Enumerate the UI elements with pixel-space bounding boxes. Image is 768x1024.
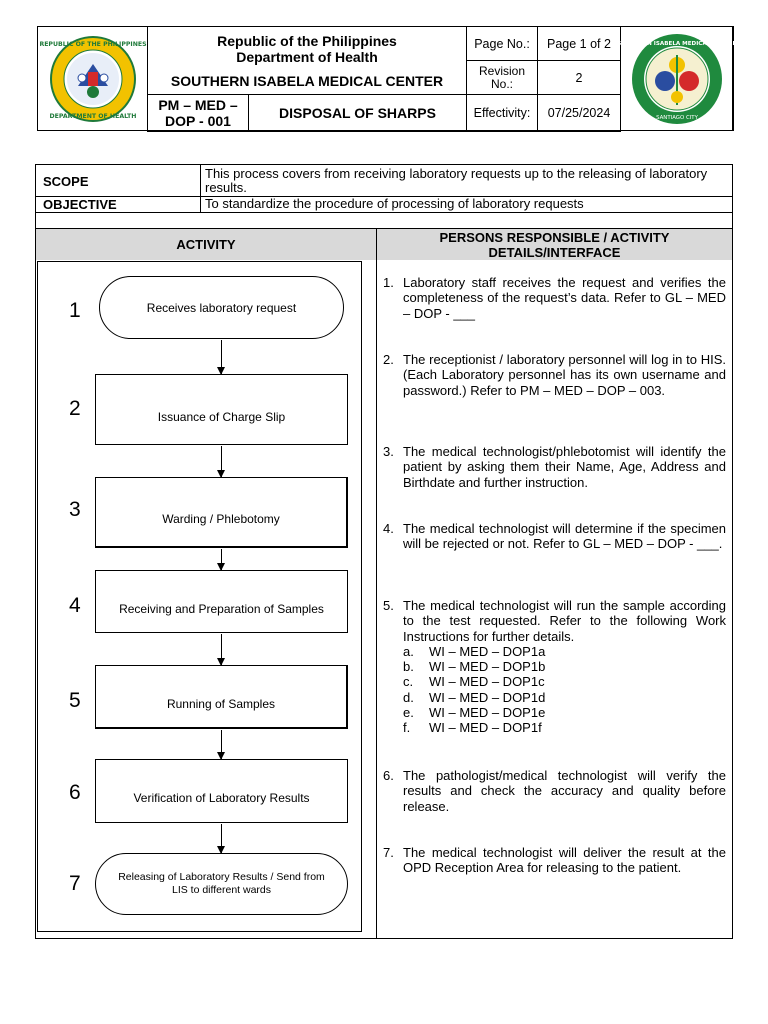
- detail-step: [383, 768, 726, 814]
- detail-step-number: 6.: [383, 768, 394, 783]
- work-instruction-item: [403, 705, 726, 720]
- flow-arrow: [221, 446, 222, 477]
- detail-step-number: 3.: [383, 444, 394, 459]
- flow-step-box: Receiving and Preparation of Samples: [95, 570, 348, 633]
- flow-step-box: Running of Samples: [95, 665, 348, 729]
- flow-step-number: 3: [69, 498, 81, 521]
- document-header: [37, 26, 737, 131]
- detail-step-text: The medical technologist/phlebotomist will identify the patient by asking them their Name, Age, Address and Birthdate and further instruction.: [403, 444, 726, 490]
- page-value: Page 1 of 2: [537, 26, 621, 61]
- flow-step-number: 6: [69, 781, 81, 804]
- flow-arrow: [221, 549, 222, 570]
- work-instruction-item: [403, 674, 726, 689]
- flow-step-number: 7: [69, 872, 81, 895]
- activity-column-header: ACTIVITY: [36, 229, 376, 260]
- flow-step-number: 1: [69, 299, 81, 322]
- wi-letter: c.: [403, 674, 414, 690]
- flow-arrow: [221, 824, 222, 853]
- flow-step-box: Issuance of Charge Slip: [95, 374, 348, 445]
- simc-logo-cell: [617, 26, 737, 131]
- effectivity-value: 07/25/2024: [537, 94, 621, 132]
- doh-logo-cell: [37, 26, 148, 131]
- effectivity-label: Effectivity:: [466, 94, 538, 132]
- detail-step-text: The receptionist / laboratory personnel will log in to HIS. (Each Laboratory personnel has its own username and password.) Refer to PM – MED – DOP – 003.: [403, 352, 726, 398]
- agency-line2: Department of Health: [236, 48, 378, 65]
- detail-step-number: 5.: [383, 598, 394, 613]
- wi-code: WI – MED – DOP1b: [429, 659, 546, 675]
- scope-text: This process covers from receiving laboratory requests up to the releasing of laboratory results.: [205, 166, 708, 195]
- work-instruction-item: [403, 720, 726, 735]
- detail-step-text: Laboratory staff receives the request and verifies the completeness of the request’s data. Refer to GL – MED – DOP - ___: [403, 275, 726, 321]
- svg-text:SOUTHERN ISABELA MEDICAL CENTE: SOUTHERN ISABELA MEDICAL CENTER: [617, 40, 737, 47]
- detail-step-number: 7.: [383, 845, 394, 860]
- col-divider: [376, 228, 377, 938]
- flow-arrow: [221, 730, 222, 759]
- flow-arrow: [221, 634, 222, 665]
- flow-step-number: 4: [69, 594, 81, 617]
- doh-seal-icon: [38, 34, 147, 124]
- hospital-name: SOUTHERN ISABELA MEDICAL CENTER: [170, 72, 444, 89]
- revision-value: 2: [537, 60, 621, 95]
- flow-arrow: [221, 340, 222, 374]
- persons-column-header: PERSONS RESPONSIBLE / ACTIVITY DETAILS/INTERFACE: [377, 229, 732, 260]
- objective-text: To standardize the procedure of processing of laboratory requests: [205, 196, 584, 211]
- flow-step-box: Verification of Laboratory Results: [95, 759, 348, 823]
- detail-step-number: 1.: [383, 275, 394, 290]
- wi-letter: b.: [403, 659, 414, 675]
- col-divider: [200, 165, 201, 212]
- wi-code: WI – MED – DOP1d: [429, 689, 546, 705]
- wi-letter: a.: [403, 643, 414, 659]
- flow-step-end: Releasing of Laboratory Results / Send from LIS to different wards: [95, 853, 348, 915]
- detail-step: [383, 352, 726, 398]
- detail-step: [383, 598, 726, 736]
- svg-text:DEPARTMENT OF HEALTH: DEPARTMENT OF HEALTH: [49, 112, 136, 120]
- revision-label: Revision No.:: [466, 60, 538, 95]
- detail-step: [383, 444, 726, 490]
- flow-step-number: 5: [69, 689, 81, 712]
- wi-code: WI – MED – DOP1a: [429, 643, 546, 659]
- flow-step-number: 2: [69, 397, 81, 420]
- detail-step: [383, 521, 726, 552]
- document-code: PM – MED – DOP - 001: [147, 94, 249, 132]
- detail-step: [383, 275, 726, 321]
- wi-letter: f.: [403, 720, 411, 736]
- row-divider: [36, 212, 732, 213]
- wi-letter: d.: [403, 689, 414, 705]
- detail-step-number: 2.: [383, 352, 394, 367]
- activity-flowchart: [37, 261, 362, 932]
- detail-step-body: [403, 598, 726, 736]
- detail-step-number: 4.: [383, 521, 394, 536]
- detail-step-text: The medical technologist will deliver the result at the OPD Reception Area for releasing to the patient.: [403, 845, 726, 876]
- wi-letter: e.: [403, 705, 414, 721]
- flow-step-start: Receives laboratory request: [99, 276, 344, 339]
- detail-step-text: The medical technologist will run the sample according to the test requested. Refer to the following Work Instructions for further details.: [403, 598, 726, 644]
- svg-text:REPUBLIC OF THE PHILIPPINES: REPUBLIC OF THE PHILIPPINES: [38, 40, 147, 48]
- simc-seal-icon: [617, 33, 737, 125]
- work-instruction-item: [403, 659, 726, 674]
- scope-label: SCOPE: [43, 174, 89, 189]
- document-title: DISPOSAL OF SHARPS: [248, 94, 467, 132]
- agency-title-cell: [147, 26, 467, 95]
- work-instruction-item: [403, 690, 726, 705]
- flow-step-box: Warding / Phlebotomy: [95, 477, 348, 548]
- wi-code: WI – MED – DOP1e: [429, 705, 546, 721]
- detail-step-text: The pathologist/medical technologist will verify the results and check the accuracy and quality before release.: [403, 768, 726, 814]
- page-label: Page No.:: [466, 26, 538, 61]
- detail-step-text: The medical technologist will determine if the specimen will be rejected or not. Refer to GL – MED – DOP - ___.: [403, 521, 726, 552]
- objective-label: OBJECTIVE: [43, 197, 117, 212]
- work-instruction-item: [403, 644, 726, 659]
- svg-text:SANTIAGO CITY: SANTIAGO CITY: [656, 114, 698, 121]
- wi-code: WI – MED – DOP1f: [429, 720, 542, 736]
- wi-code: WI – MED – DOP1c: [429, 674, 545, 690]
- detail-step: [383, 845, 726, 876]
- agency-line1: Republic of the Philippines: [217, 32, 397, 49]
